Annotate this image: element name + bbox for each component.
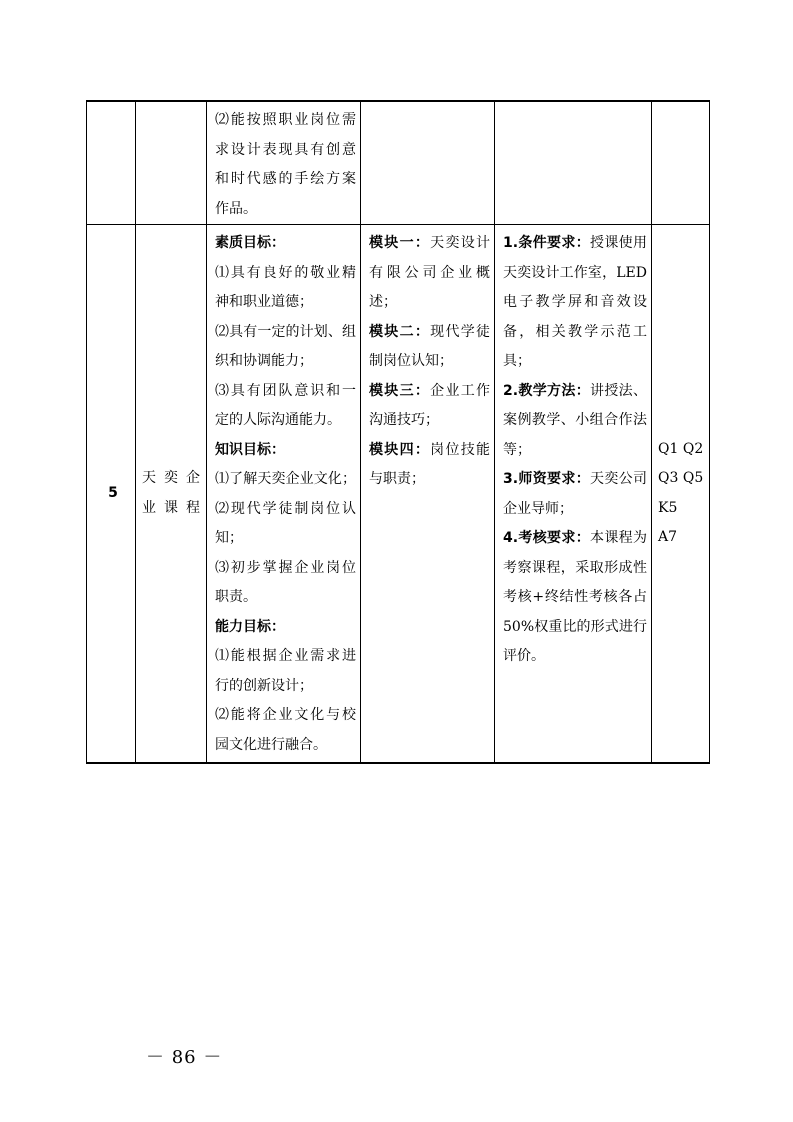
module-line: 有限公司企业概 [369, 264, 490, 281]
cell-course-empty [136, 101, 207, 225]
requirement-line: 案例教学、小组合作法 [503, 412, 647, 428]
quality-line: ⑶具有团队意识和一 [215, 382, 356, 399]
requirement-1 [503, 229, 647, 259]
requirement-line: 企业导师； [503, 500, 573, 517]
course-name-line: 天奕企 [142, 470, 200, 486]
module-1-label: 模块一： [369, 235, 431, 251]
requirement-line: 50%权重比的形式进行 [503, 618, 647, 635]
course-name [136, 225, 207, 764]
ability-line: 行的创新设计； [215, 677, 313, 694]
cell-modules-empty [361, 101, 495, 225]
course-objectives [207, 225, 361, 764]
quality-line: 织和协调能力； [215, 353, 313, 369]
objective-line: 和时代感的手绘方案 [215, 171, 356, 187]
requirement-line: 等； [503, 441, 531, 458]
table-row-continued [87, 101, 710, 225]
page-number: － 86 － [146, 1047, 223, 1068]
module-4 [369, 436, 490, 466]
knowledge-line: ⑵现代学徒制岗位认 [215, 500, 356, 517]
module-2-label: 模块二： [369, 323, 431, 340]
module-2-text: 现代学徒 [430, 323, 491, 340]
requirement-line: 评价。 [503, 648, 545, 664]
requirement-2-label: 2.教学方法： [503, 382, 591, 399]
requirement-line: 考核+终结性考核各占 [503, 589, 647, 605]
module-4-text: 岗位技能 [430, 441, 491, 458]
quality-line: 神和职业道德； [215, 294, 313, 310]
quality-line: ⑵具有一定的计划、组 [215, 323, 356, 340]
cell-objectives-continued [207, 101, 361, 225]
course-requirements [495, 225, 652, 764]
objective-line: ⑵能按照职业岗位需 [215, 112, 356, 128]
module-4-label: 模块四： [369, 441, 431, 458]
requirement-3-text: 天奕公司 [590, 471, 648, 487]
module-3-label: 模块三： [369, 382, 431, 399]
code-line: Q3 Q5 [658, 470, 704, 486]
requirement-line: 天奕设计工作室，LED [503, 264, 647, 281]
requirement-1-text: 授课使用 [590, 235, 648, 251]
module-line: 沟通技巧； [369, 412, 439, 428]
module-line: 制岗位认知； [369, 353, 453, 369]
knowledge-heading: 知识目标： [215, 441, 285, 458]
objective-line: 求设计表现具有创意 [215, 141, 356, 158]
objective-line: 作品。 [215, 200, 257, 217]
requirement-line: 具； [503, 353, 531, 369]
cell-requirements-empty [495, 101, 652, 225]
code-line: K5 [658, 499, 678, 516]
requirement-line: 备，相关教学示范工 [503, 323, 647, 340]
curriculum-table [86, 100, 710, 764]
course-modules [361, 225, 495, 764]
knowledge-line: ⑶初步掌握企业岗位 [215, 559, 356, 576]
requirement-4-text: 本课程为 [590, 530, 648, 546]
module-2 [369, 318, 490, 348]
requirement-3-label: 3.师资要求： [503, 471, 591, 487]
module-line: 述； [369, 294, 397, 310]
knowledge-line: ⑴了解天奕企业文化； [215, 471, 356, 487]
quality-line: ⑴具有良好的敬业精 [215, 264, 356, 281]
requirement-3 [503, 465, 647, 495]
cell-number-empty [87, 101, 136, 225]
quality-heading: 素质目标： [215, 235, 285, 251]
requirement-line: 考察课程，采取形成性 [503, 559, 647, 576]
requirement-4 [503, 524, 647, 554]
module-1 [369, 229, 490, 259]
ability-line: 园文化进行融合。 [215, 736, 327, 753]
module-3 [369, 377, 490, 407]
course-codes [652, 225, 710, 764]
table-row-course-5 [87, 225, 710, 764]
cell-codes-empty [652, 101, 710, 225]
module-line: 与职责； [369, 471, 425, 487]
ability-line: ⑵能将企业文化与校 [215, 707, 356, 723]
course-number: 5 [87, 225, 136, 764]
requirement-line: 电子教学屏和音效设 [503, 294, 647, 310]
knowledge-line: 职责。 [215, 589, 257, 605]
requirement-2-text: 讲授法、 [590, 382, 648, 399]
requirement-4-label: 4.考核要求： [503, 530, 591, 546]
requirement-2 [503, 377, 647, 407]
knowledge-line: 知； [215, 530, 243, 546]
ability-line: ⑴能根据企业需求进 [215, 648, 356, 664]
requirement-1-label: 1.条件要求： [503, 235, 591, 251]
module-3-text: 企业工作 [430, 382, 491, 399]
code-line: Q1 Q2 [658, 440, 704, 457]
module-1-text: 天奕设计 [430, 235, 491, 251]
ability-heading: 能力目标： [215, 618, 285, 635]
quality-line: 定的人际沟通能力。 [215, 412, 341, 428]
course-name-line: 业课程 [142, 499, 200, 516]
code-line: A7 [658, 529, 678, 545]
